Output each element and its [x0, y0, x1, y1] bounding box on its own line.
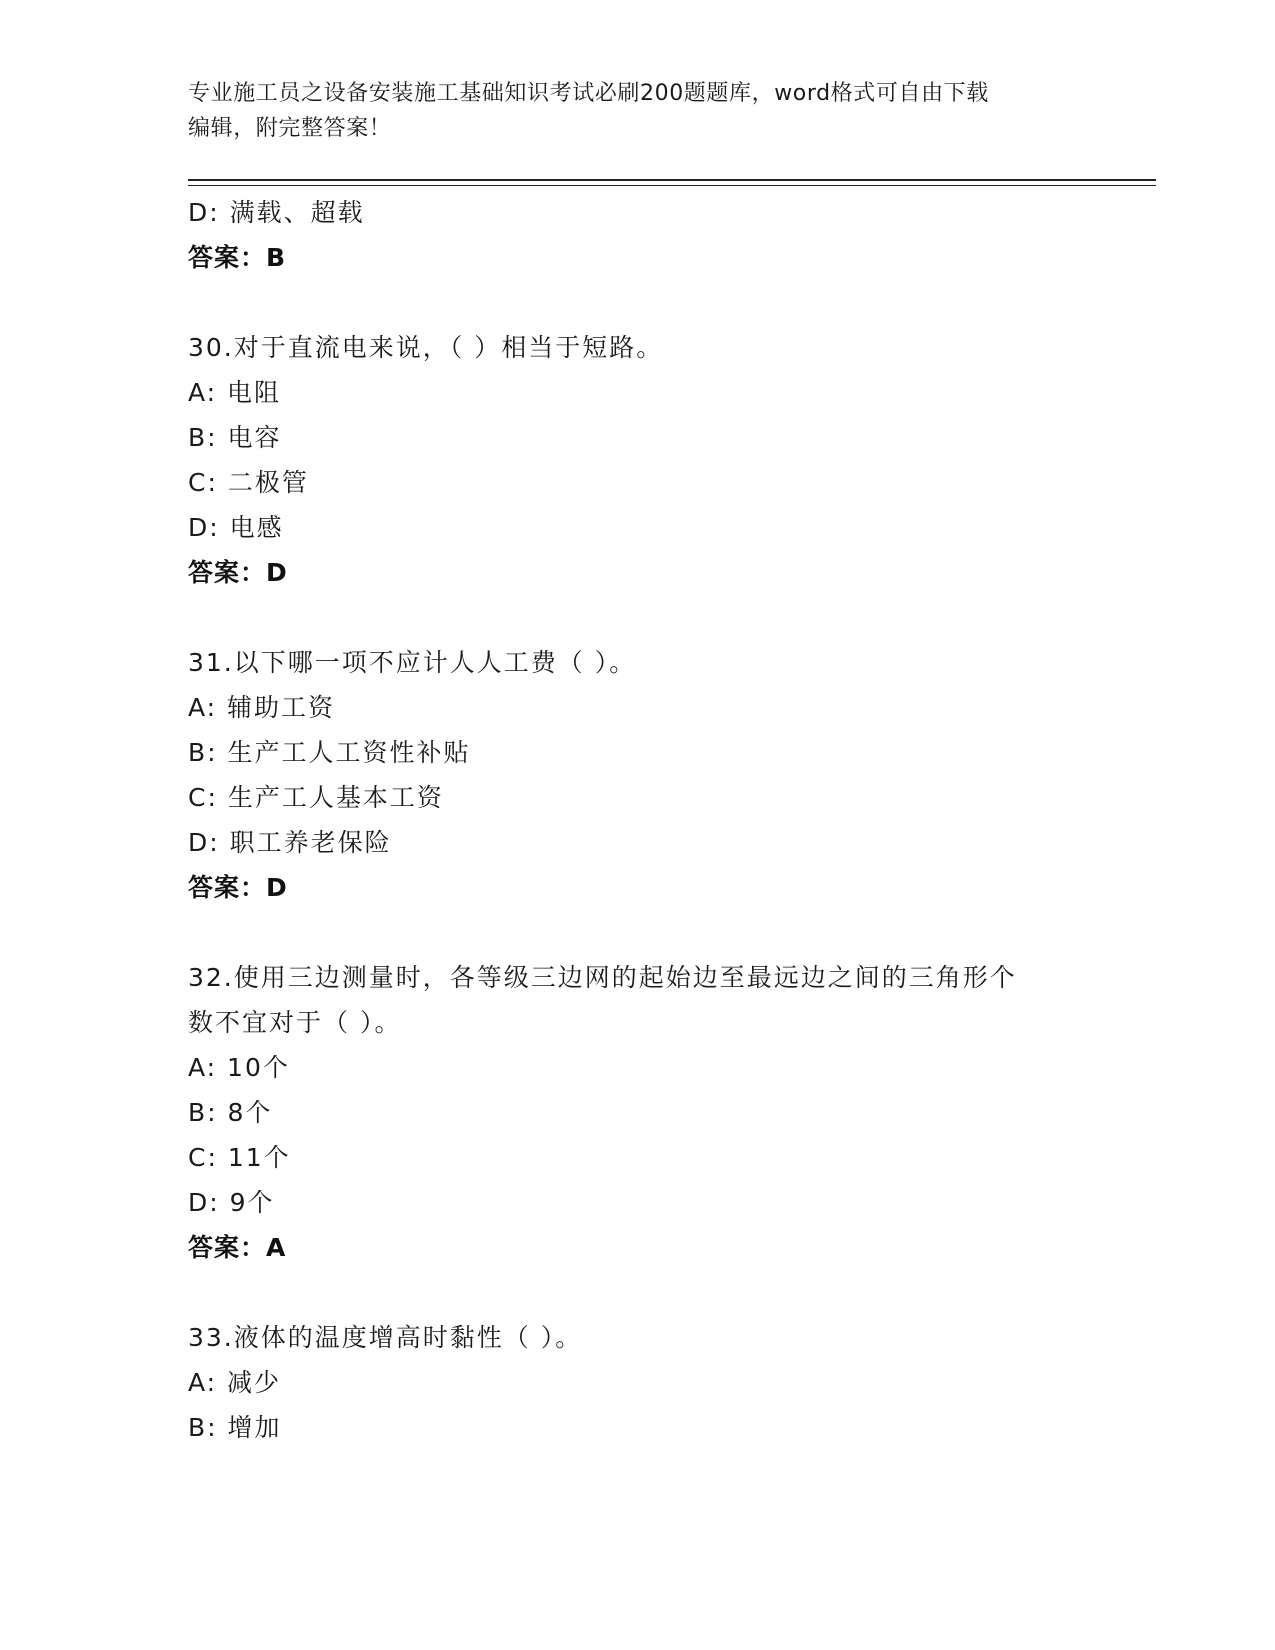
answer-label: 答案：D — [188, 873, 288, 902]
spacer — [188, 595, 1088, 640]
spacer — [188, 280, 1088, 325]
option-c: C: 生产工人基本工资 — [188, 783, 444, 812]
header-line-1: 专业施工员之设备安装施工基础知识考试必刷200题题库，word格式可自由下载 — [188, 81, 989, 106]
question-stem: 30.对于直流电来说，（ ）相当于短路。 — [188, 333, 664, 362]
question-30 — [188, 325, 1088, 595]
question-stem: 33.液体的温度增高时黏性（ ）。 — [188, 1323, 583, 1352]
question-29-tail — [188, 190, 1088, 280]
header-rule-thin — [188, 185, 1156, 186]
spacer — [188, 1270, 1088, 1315]
question-list — [188, 190, 1088, 1450]
header-line-2: 编辑，附完整答案！ — [188, 116, 392, 141]
option-c: C: 11个 — [188, 1143, 291, 1172]
option-b: B: 增加 — [188, 1413, 282, 1442]
page-header — [188, 76, 1088, 146]
option-a: A: 减少 — [188, 1368, 282, 1397]
header-rule-thick — [188, 179, 1156, 181]
question-33 — [188, 1315, 1088, 1450]
answer-label: 答案：D — [188, 558, 288, 587]
spacer — [188, 910, 1088, 955]
option-a: A: 辅助工资 — [188, 693, 336, 722]
answer-label: 答案：B — [188, 243, 287, 272]
option-d: D: 职工养老保险 — [188, 828, 392, 857]
question-31 — [188, 640, 1088, 910]
option-d: D: 电感 — [188, 513, 284, 542]
question-stem-line-1: 32.使用三边测量时，各等级三边网的起始边至最远边之间的三角形个 — [188, 963, 1017, 992]
option-b: B: 生产工人工资性补贴 — [188, 738, 471, 767]
question-32 — [188, 955, 1088, 1270]
option-a: A: 10个 — [188, 1053, 290, 1082]
option-c: C: 二极管 — [188, 468, 309, 497]
option-d: D: 满载、超载 — [188, 198, 365, 227]
option-d: D: 9个 — [188, 1188, 275, 1217]
question-stem-line-2: 数不宜对于（ ）。 — [188, 1008, 402, 1037]
answer-label: 答案：A — [188, 1233, 287, 1262]
option-a: A: 电阻 — [188, 378, 282, 407]
option-b: B: 8个 — [188, 1098, 273, 1127]
question-stem: 31.以下哪一项不应计人人工费（ ）。 — [188, 648, 637, 677]
option-b: B: 电容 — [188, 423, 282, 452]
